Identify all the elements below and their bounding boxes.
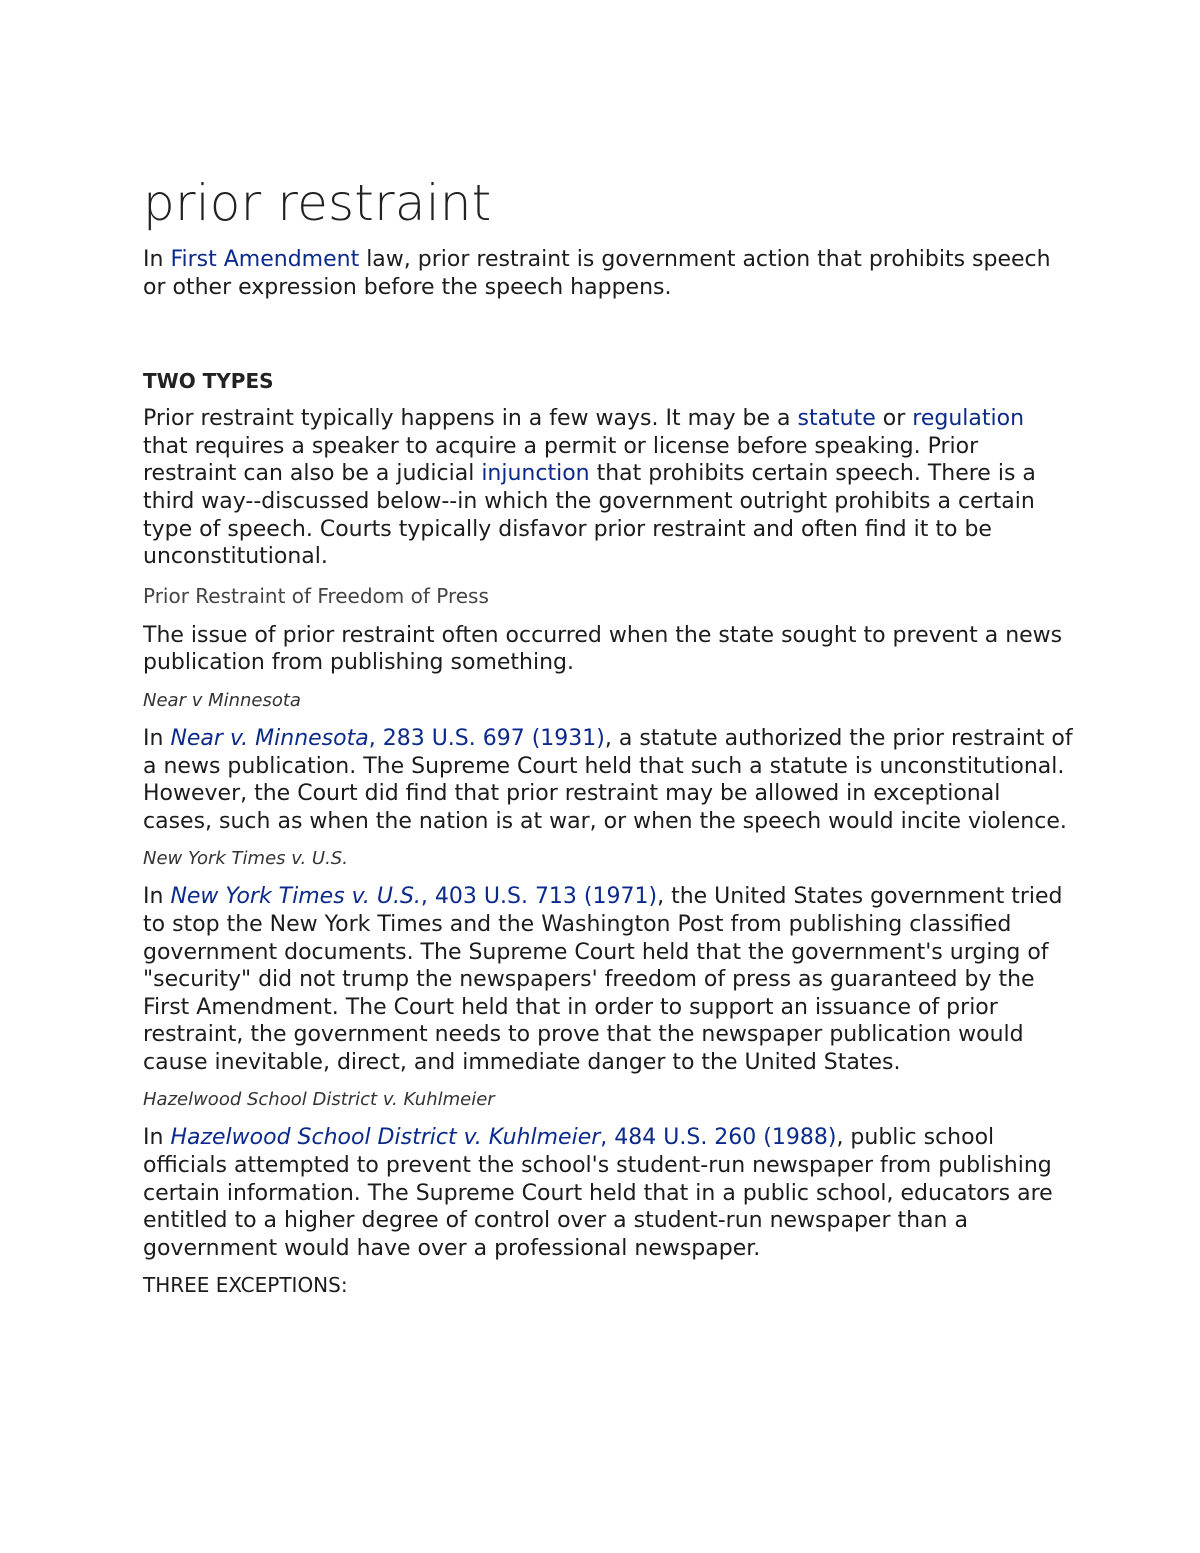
intro-text-after: law, prior restraint is government action that prohibits speech or other expression before the speech happens. [143,247,1051,300]
types-text-2: or [875,406,913,432]
types-text-4: that prohibits certain speech. There is a third way--discussed below--in which the government outright prohibits a certain type of speech. Courts typically disfavor prior restraint and often find it to be unconstitutional. [143,461,1036,570]
case-text-before: In [143,884,171,910]
page-title: prior restraint [143,174,492,232]
injunction-link[interactable]: injunction [481,461,590,487]
nyt-citation-link[interactable]: , 403 U.S. 713 (1971) [420,884,658,910]
case-paragraph-hazelwood [143,1124,1073,1262]
near-v-minnesota-link[interactable]: Near v. Minnesota [170,725,369,751]
case-paragraph-nyt [143,883,1073,1076]
press-paragraph: The issue of prior restraint often occurred when the state sought to prevent a news publication from publishing something. [143,622,1063,676]
near-citation-link[interactable]: , 283 U.S. 697 (1931) [368,725,605,751]
press-heading: Prior Restraint of Freedom of Press [143,583,489,608]
case-text-after: , a statute authorized the prior restraint of a news publication. The Supreme Court held that such a statute is unconstitutional. However, the Court did find that prior restraint may be allowed in exceptional cases, such as when the nation is at war, or when the speech would incite violence. [143,725,1073,834]
two-types-heading: TWO TYPES [143,369,274,394]
case-text-before: In [143,725,171,751]
hazelwood-v-kuhlmeier-link[interactable]: Hazelwood School District v. Kuhlmeier [170,1125,601,1151]
three-exceptions-heading: THREE EXCEPTIONS: [143,1273,348,1298]
case-heading-hazelwood: Hazelwood School District v. Kuhlmeier [143,1089,495,1111]
case-text-after: , public school officials attempted to prevent the school's student-run newspaper from publishing certain information. The Supreme Court held that in a public school, educators are entitled to a higher degree of control over a student-run newspaper than a government would have over a professional newspaper. [143,1125,1053,1261]
case-paragraph-near [143,725,1073,835]
types-text-1: Prior restraint typically happens in a few ways. It may be a [143,406,798,432]
new-york-times-v-us-link[interactable]: New York Times v. U.S. [170,884,421,910]
regulation-link[interactable]: regulation [912,406,1025,432]
hazelwood-citation-link[interactable]: , 484 U.S. 260 (1988) [600,1125,837,1151]
intro-paragraph [143,246,1073,301]
two-types-paragraph [143,405,1073,571]
document-page [143,165,1073,1299]
types-text-3: that requires a speaker to acquire a permit or license before speaking. Prior restraint can also be a judicial [143,433,979,487]
case-text-after: , the United States government tried to stop the New York Times and the Washington Post from publishing classified government documents. The Supreme Court held that the government's urging of "security" did not trump the newspapers' freedom of press as guaranteed by the First Amendment. The Court held that in order to support an issuance of prior restraint, the government needs to prove that the newspaper publication would cause inevitable, direct, and immediate danger to the United States. [143,884,1063,1075]
statute-link[interactable]: statute [797,406,876,432]
case-heading-near: Near v Minnesota [143,689,301,711]
intro-text-before: In [143,247,171,272]
first-amendment-link[interactable]: First Amendment [170,247,360,272]
case-text-before: In [143,1125,171,1151]
case-heading-nyt: New York Times v. U.S. [143,848,348,870]
